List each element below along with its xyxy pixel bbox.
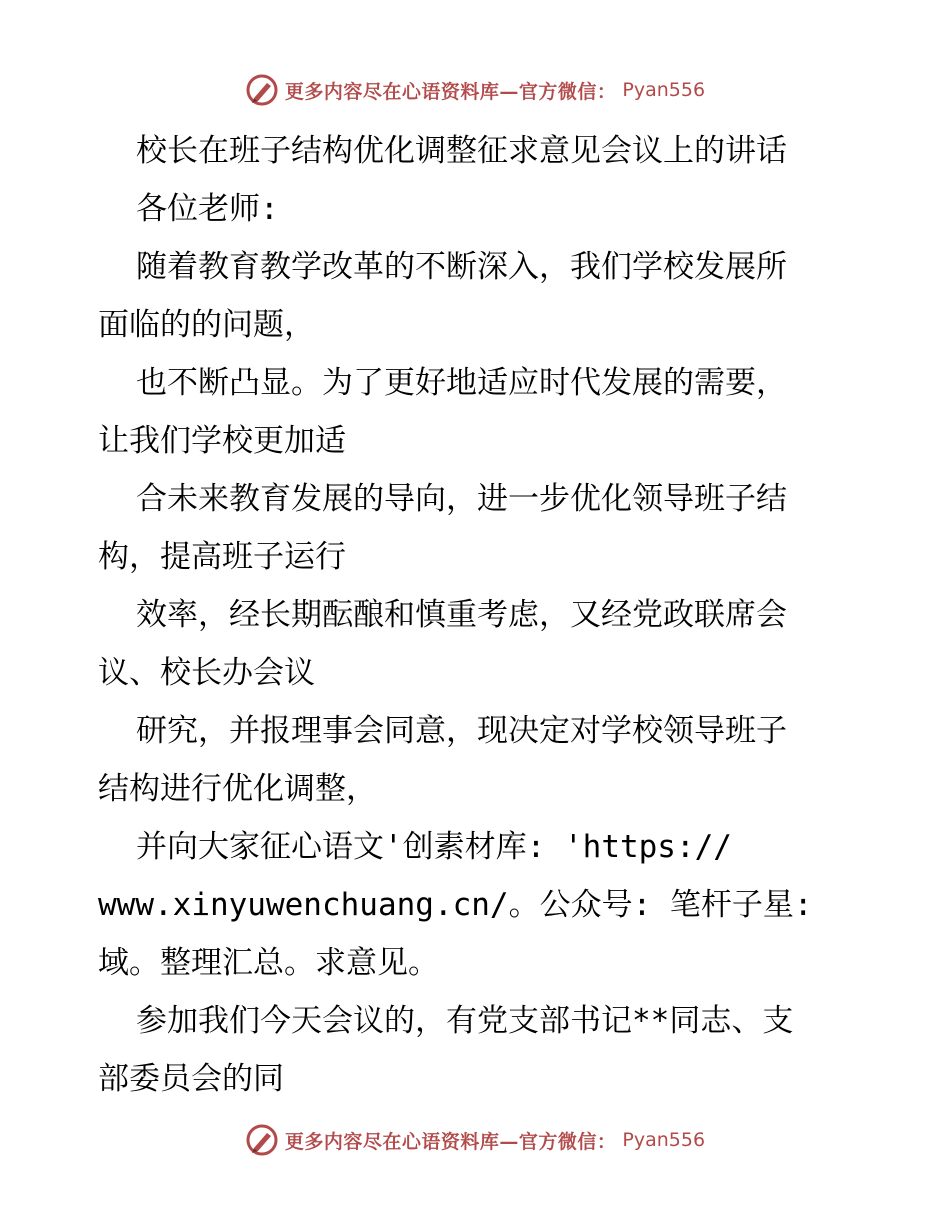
footer-watermark-banner	[0, 1120, 950, 1160]
pen-circle-logo-icon	[245, 73, 279, 107]
watermark-text: 更多内容尽在心语资料库—官方微信：	[284, 1130, 617, 1153]
text-line: www.xinyuwenchuang.cn/。公众号: 笔杆子星:	[98, 887, 813, 923]
text-line: 也不断凸显。为了更好地适应时代发展的需要，	[136, 365, 787, 401]
text-line: 研究，并报理事会同意，现决定对学校领导班子	[136, 713, 787, 749]
pen-circle-logo-icon	[245, 1123, 279, 1157]
text-line: 并向大家征心语文'创素材库: 'https://	[136, 829, 732, 865]
text-line: 部委员会的同	[98, 1061, 284, 1097]
text-line: 让我们学校更加适	[98, 423, 346, 459]
text-line: 面临的的问题，	[98, 307, 315, 343]
watermark-text: 更多内容尽在心语资料库—官方微信：	[284, 80, 617, 103]
text-line: 校长在班子结构优化调整征求意见会议上的讲话	[136, 133, 787, 169]
text-line: 构，提高班子运行	[98, 539, 346, 575]
wechat-id: Pyan556	[622, 79, 706, 101]
header-watermark-banner	[0, 70, 950, 110]
text-line: 结构进行优化调整，	[98, 771, 377, 807]
text-line: 随着教育教学改革的不断深入，我们学校发展所	[136, 249, 787, 285]
text-line: 议、校长办会议	[98, 655, 315, 691]
text-line: 各位老师:	[136, 191, 279, 227]
document-body	[98, 122, 858, 1108]
text-line: 效率，经长期酝酿和慎重考虑，又经党政联席会	[136, 597, 787, 633]
wechat-id: Pyan556	[622, 1129, 706, 1151]
text-line: 合未来教育发展的导向，进一步优化领导班子结	[136, 481, 787, 517]
text-line: 参加我们今天会议的，有党支部书记**同志、支	[136, 1003, 794, 1039]
text-line: 域。整理汇总。求意见。	[98, 945, 439, 981]
